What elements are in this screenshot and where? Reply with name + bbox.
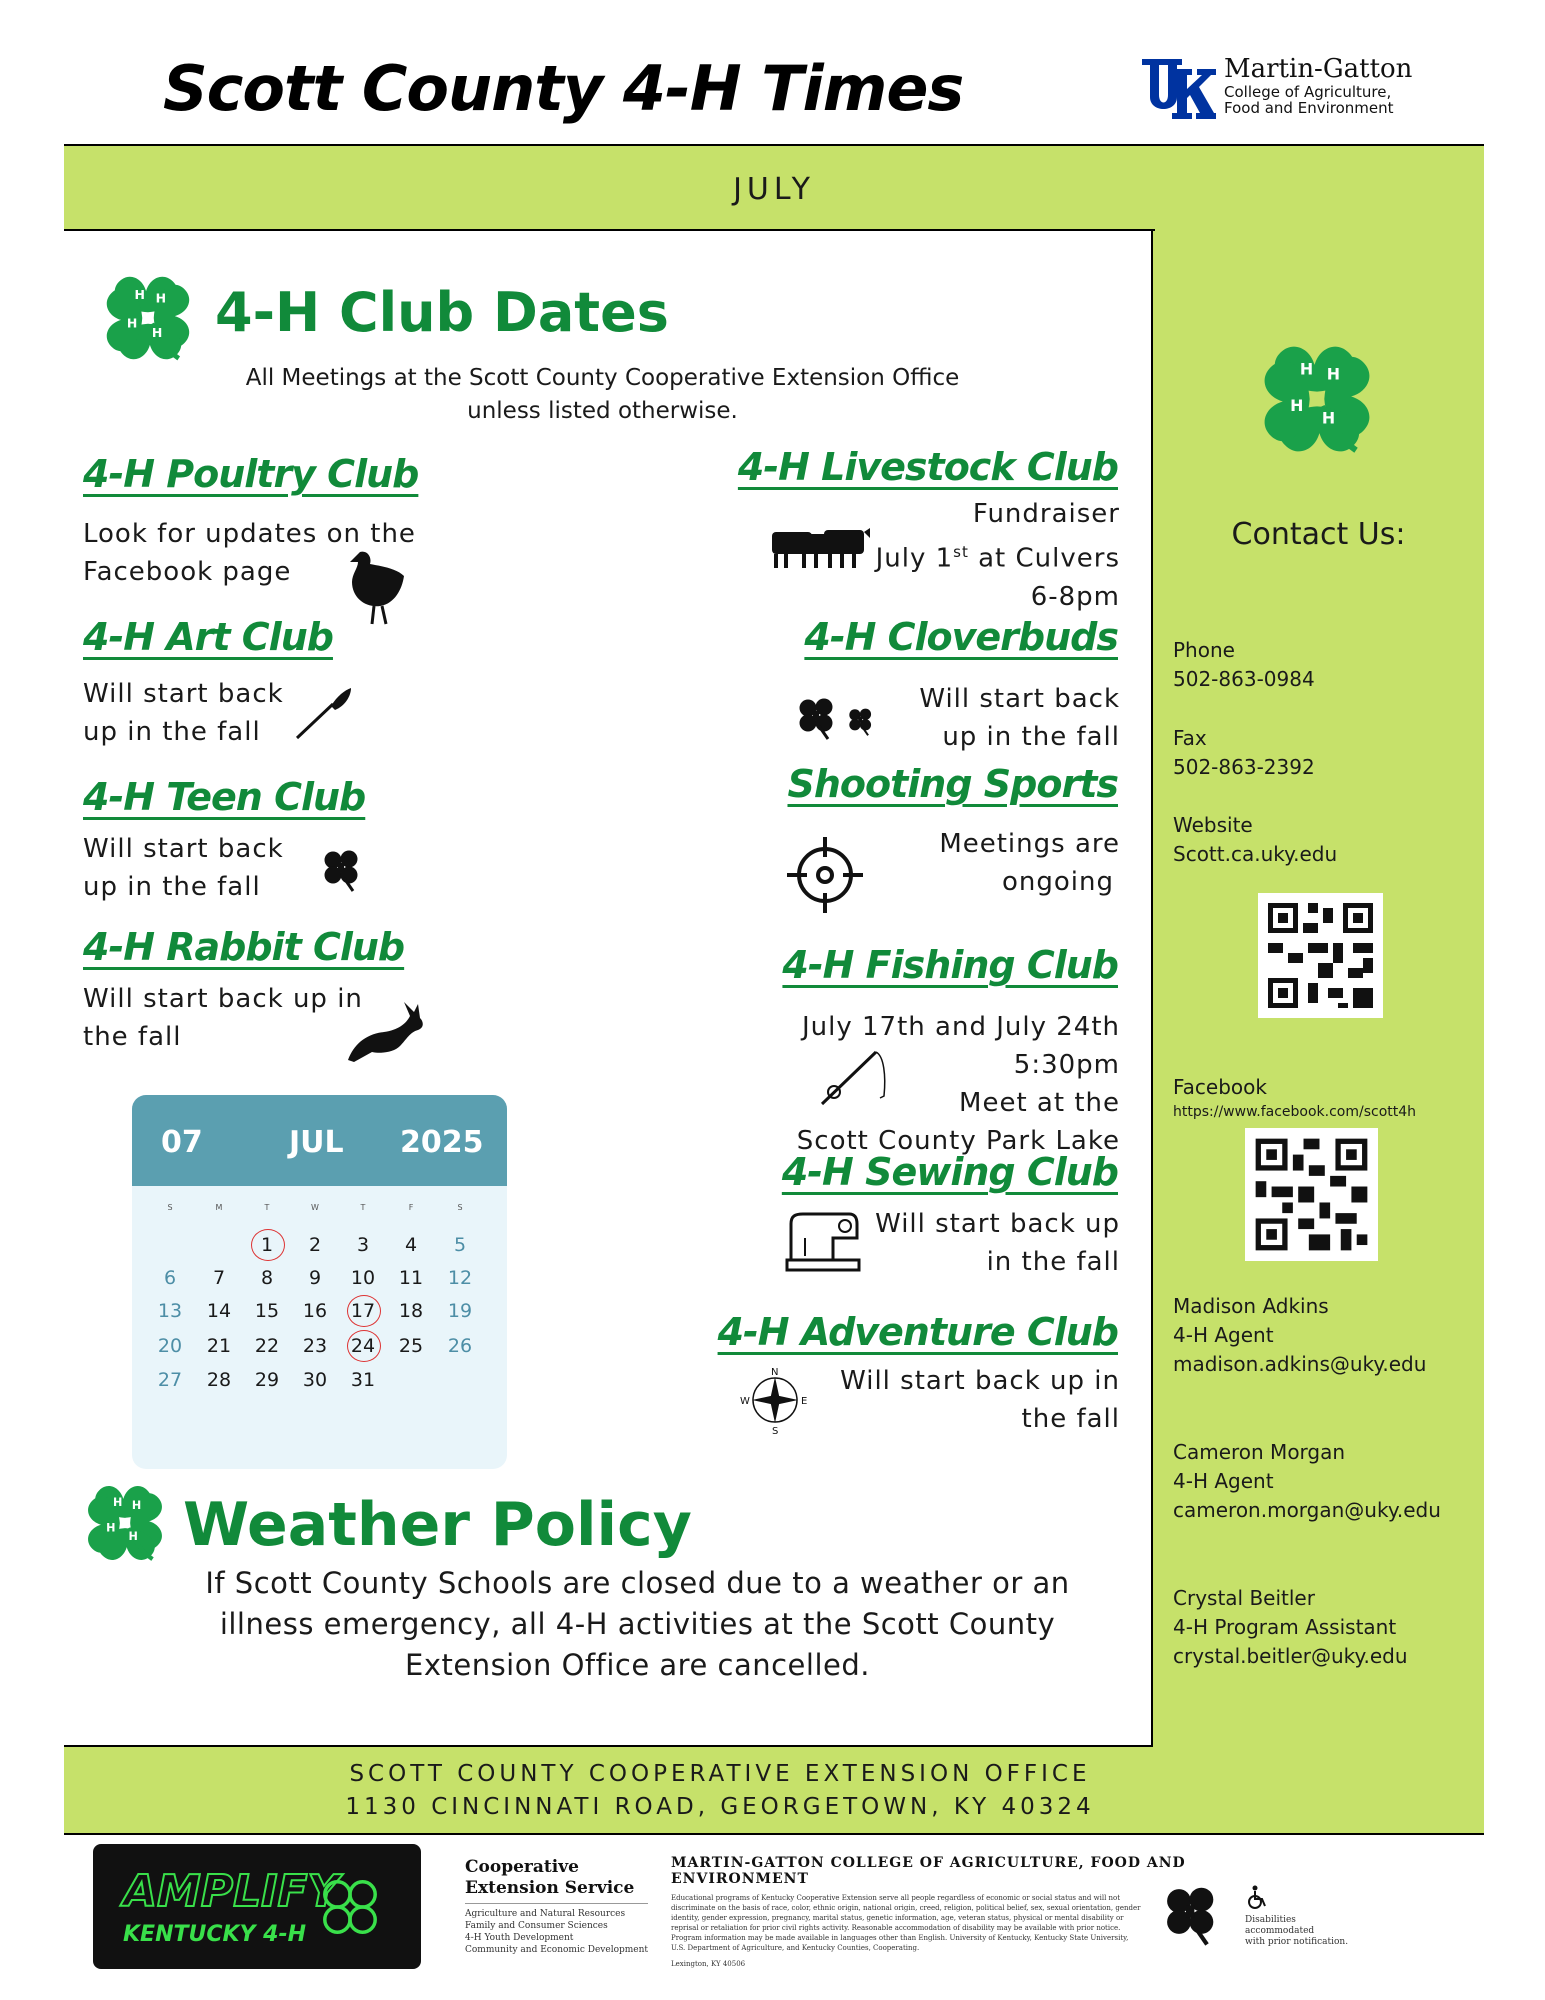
weather-policy-title: Weather Policy bbox=[183, 1490, 692, 1560]
poultry-line1: Look for updates on the bbox=[83, 519, 416, 549]
fishing-club-title: 4-H Fishing Club bbox=[782, 943, 1118, 987]
shooting-line2: ongoing bbox=[1001, 867, 1114, 897]
calendar-date: 13 bbox=[157, 1300, 183, 1322]
calendar-date: 3 bbox=[356, 1234, 370, 1256]
art-line2: up in the fall bbox=[83, 717, 261, 747]
calendar-date: 28 bbox=[206, 1369, 232, 1391]
calendar-day: 07 bbox=[161, 1125, 203, 1160]
adventure-line2: the fall bbox=[1021, 1404, 1120, 1434]
adventure-line1: Will start back up in bbox=[840, 1366, 1120, 1396]
calendar-header bbox=[132, 1095, 507, 1186]
ces-sub1: Agriculture and Natural Resources bbox=[465, 1909, 626, 1919]
shooting-sports-title: Shooting Sports bbox=[787, 762, 1118, 806]
cloverbuds-line1: Will start back bbox=[919, 684, 1120, 714]
livestock-club-title: 4-H Livestock Club bbox=[737, 445, 1118, 489]
calendar-date: 2 bbox=[308, 1234, 322, 1256]
ces-sub4: Community and Economic Development bbox=[465, 1945, 649, 1955]
footer-rule bbox=[64, 1833, 1484, 1835]
ces-sub3: 4-H Youth Development bbox=[465, 1933, 574, 1943]
calendar-date: 30 bbox=[302, 1369, 328, 1391]
calendar-date: 15 bbox=[254, 1300, 280, 1322]
disab-line3: with prior notification. bbox=[1245, 1937, 1349, 1947]
ces-sub2: Family and Consumer Sciences bbox=[465, 1921, 608, 1931]
4h-clover-bw-icon bbox=[1158, 1880, 1228, 1950]
cloverbuds-line2: up in the fall bbox=[942, 722, 1120, 752]
ces-title1: Cooperative bbox=[465, 1857, 579, 1877]
uk-martin-gatton-logo bbox=[1142, 55, 1442, 125]
calendar-date: 29 bbox=[254, 1369, 280, 1391]
calendar-date: 17 bbox=[344, 1300, 382, 1322]
calendar-weekday: W bbox=[311, 1203, 319, 1212]
amplify-kentucky-4h-logo bbox=[93, 1844, 421, 1969]
weather-line3: Extension Office are cancelled. bbox=[405, 1648, 870, 1682]
office-address bbox=[64, 1758, 1376, 1824]
phone-label: Phone bbox=[1173, 638, 1235, 662]
cooperative-extension-logo bbox=[465, 1857, 648, 1956]
fishing-line1: July 17th and July 24th bbox=[801, 1012, 1120, 1042]
fax-label: Fax bbox=[1173, 726, 1207, 750]
subtitle-line2: unless listed otherwise. bbox=[467, 398, 738, 424]
contact-person bbox=[1173, 1438, 1441, 1525]
glowing-clover-icon bbox=[315, 1872, 385, 1942]
livestock-line3: 6-8pm bbox=[1030, 581, 1120, 612]
teen-line1: Will start back bbox=[83, 834, 284, 864]
rabbit-club-title: 4-H Rabbit Club bbox=[83, 925, 405, 969]
contact-role: 4-H Program Assistant bbox=[1173, 1615, 1397, 1639]
svg-text:W: W bbox=[740, 1396, 750, 1407]
teen-line2: up in the fall bbox=[83, 872, 261, 902]
rabbit-icon bbox=[344, 1000, 426, 1062]
calendar-date: 23 bbox=[302, 1335, 328, 1357]
logo-line2: College of Agriculture, bbox=[1224, 82, 1392, 101]
sewing-line1: Will start back up bbox=[875, 1209, 1120, 1239]
calendar-date: 12 bbox=[447, 1267, 473, 1289]
calendar-date: 25 bbox=[398, 1335, 424, 1357]
contact-title: Contact Us: bbox=[1231, 517, 1406, 552]
shooting-sports-text bbox=[735, 825, 1120, 901]
uk-logo-icon bbox=[1142, 55, 1216, 123]
contact-email[interactable]: cameron.morgan@uky.edu bbox=[1173, 1498, 1441, 1522]
content-top-rule bbox=[64, 229, 1155, 231]
paintbrush-icon bbox=[293, 686, 355, 742]
sewing-line2: in the fall bbox=[986, 1247, 1120, 1277]
adventure-club-text bbox=[735, 1362, 1120, 1438]
calendar-weekday: M bbox=[215, 1203, 223, 1212]
art-club-title: 4-H Art Club bbox=[83, 615, 333, 659]
contact-name: Crystal Beitler bbox=[1173, 1586, 1315, 1610]
calendar-date: 11 bbox=[398, 1267, 424, 1289]
contact-name: Madison Adkins bbox=[1173, 1294, 1329, 1318]
svg-text:E: E bbox=[801, 1396, 808, 1407]
address-line1: SCOTT COUNTY COOPERATIVE EXTENSION OFFICE bbox=[349, 1761, 1091, 1787]
calendar-date: 1 bbox=[248, 1234, 286, 1256]
calendar-weekday: S bbox=[457, 1203, 463, 1212]
disab-line2: accommodated bbox=[1245, 1926, 1315, 1936]
calendar-date: 14 bbox=[206, 1300, 232, 1322]
cloverbuds-club-title: 4-H Cloverbuds bbox=[804, 615, 1118, 659]
calendar-date: 9 bbox=[308, 1267, 322, 1289]
address-line2: 1130 CINCINNATI ROAD, GEORGETOWN, KY 40324 bbox=[345, 1794, 1095, 1820]
adventure-club-title: 4-H Adventure Club bbox=[717, 1310, 1118, 1354]
mg-body: Educational programs of Kentucky Cooperative Extension serve all people regardless of economic or social status and will not discriminate on the basis of race, color, ethnic origin, national origin, creed, religion, political belief, sex, sexual orientation, gender identity, gender expression, pregnancy, marital status, genetic information, age, veteran status, physical or mental disability or reprisal or retaliation for prior civil rights activity. Reasonable accommodation of disability may be available with prior notice. Program information may be made available in languages other than English. University of Kentucky, Kentucky State University, U.S. Department of Agriculture, and Kentucky Counties, Cooperating. bbox=[671, 1894, 1141, 1952]
contact-role: 4-H Agent bbox=[1173, 1469, 1274, 1493]
art-club-text bbox=[83, 675, 284, 751]
weather-policy-text bbox=[200, 1563, 1075, 1686]
calendar-date: 21 bbox=[206, 1335, 232, 1357]
facebook-label: Facebook bbox=[1173, 1075, 1267, 1099]
poultry-line2: Facebook page bbox=[83, 557, 292, 587]
teen-club-text bbox=[83, 830, 284, 906]
phone-number[interactable]: 502-863-0984 bbox=[1173, 667, 1315, 691]
club-dates-title: 4-H Club Dates bbox=[215, 281, 669, 344]
club-dates-subtitle bbox=[170, 362, 1035, 428]
weather-line1: If Scott County Schools are closed due to a weather or an bbox=[205, 1566, 1070, 1600]
mg-title: MARTIN-GATTON COLLEGE OF AGRICULTURE, FOOD AND ENVIRONMENT bbox=[671, 1855, 1186, 1887]
shooting-line1: Meetings are bbox=[939, 829, 1120, 859]
weather-line2: illness emergency, all 4-H activities at the Scott County bbox=[219, 1607, 1056, 1641]
calendar-date: 8 bbox=[260, 1267, 274, 1289]
chicken-icon bbox=[346, 548, 406, 626]
calendar-weekday: T bbox=[264, 1203, 270, 1212]
calendar-date: 22 bbox=[254, 1335, 280, 1357]
contact-role: 4-H Agent bbox=[1173, 1323, 1274, 1347]
fishing-line2: 5:30pm bbox=[1013, 1050, 1120, 1080]
calendar-date: 19 bbox=[447, 1300, 473, 1322]
calendar-date: 7 bbox=[212, 1267, 226, 1289]
logo-line3: Food and Environment bbox=[1224, 99, 1394, 118]
sidebar-rule bbox=[1151, 229, 1153, 1747]
facebook-qr-code[interactable] bbox=[1245, 1128, 1378, 1261]
calendar-date: 20 bbox=[157, 1335, 183, 1357]
calendar-weekday: S bbox=[167, 1203, 173, 1212]
calendar-year: 2025 bbox=[400, 1125, 484, 1160]
4h-clover-icon bbox=[1256, 338, 1378, 460]
livestock-club-text bbox=[735, 495, 1120, 616]
4h-clover-icon bbox=[100, 270, 196, 366]
subtitle-line1: All Meetings at the Scott County Cooperative Extension Office bbox=[245, 365, 960, 391]
contact-person bbox=[1173, 1292, 1426, 1379]
calendar-date: 26 bbox=[447, 1335, 473, 1357]
calendar-date: 24 bbox=[344, 1335, 382, 1357]
fishing-club-text bbox=[735, 1008, 1120, 1160]
art-line1: Will start back bbox=[83, 679, 284, 709]
ces-title2: Extension Service bbox=[465, 1878, 648, 1904]
calendar-date: 6 bbox=[163, 1267, 177, 1289]
sewing-club-text bbox=[735, 1205, 1120, 1281]
contact-person bbox=[1173, 1584, 1408, 1671]
amplify-line2: KENTUCKY 4-H bbox=[123, 1922, 306, 1947]
contact-email[interactable]: crystal.beitler@uky.edu bbox=[1173, 1644, 1408, 1668]
calendar-date: 10 bbox=[350, 1267, 376, 1289]
rabbit-line1: Will start back up in bbox=[83, 984, 363, 1014]
wheelchair-icon bbox=[1245, 1885, 1271, 1911]
facebook-link[interactable]: https://www.facebook.com/scott4h bbox=[1173, 1104, 1417, 1120]
teen-club-title: 4-H Teen Club bbox=[83, 775, 366, 819]
livestock-line2: July 1st at Culvers bbox=[875, 543, 1120, 574]
fishing-line4: Scott County Park Lake bbox=[796, 1126, 1120, 1156]
calendar-month: JUL bbox=[289, 1125, 344, 1160]
calendar-date: 27 bbox=[157, 1369, 183, 1391]
poultry-club-title: 4-H Poultry Club bbox=[83, 452, 419, 496]
calendar-date: 18 bbox=[398, 1300, 424, 1322]
mg-city: Lexington, KY 40506 bbox=[671, 1960, 746, 1968]
disabilities-note bbox=[1245, 1885, 1348, 1948]
logo-line1: Martin-Gatton bbox=[1224, 54, 1413, 84]
website-link[interactable]: Scott.ca.uky.edu bbox=[1173, 842, 1338, 866]
rabbit-club-text bbox=[83, 980, 363, 1056]
clover-icon bbox=[318, 845, 368, 895]
calendar-weekday: T bbox=[360, 1203, 366, 1212]
contact-name: Cameron Morgan bbox=[1173, 1440, 1346, 1464]
website-qr-code[interactable] bbox=[1258, 893, 1383, 1018]
july-calendar bbox=[132, 1095, 507, 1469]
livestock-line1: Fundraiser bbox=[972, 499, 1120, 529]
calendar-date: 31 bbox=[350, 1369, 376, 1391]
rabbit-line2: the fall bbox=[83, 1022, 182, 1052]
month-label: JULY bbox=[733, 172, 815, 207]
amplify-line1: AMPLIFY bbox=[123, 1866, 340, 1917]
website-label: Website bbox=[1173, 813, 1253, 837]
newsletter-title: Scott County 4-H Times bbox=[163, 52, 964, 125]
fishing-line3: Meet at the bbox=[959, 1088, 1120, 1118]
calendar-weekday: F bbox=[408, 1203, 414, 1212]
svg-text:N: N bbox=[771, 1367, 779, 1378]
fax-number: 502-863-2392 bbox=[1173, 755, 1315, 779]
disab-line1: Disabilities bbox=[1245, 1915, 1296, 1925]
calendar-date: 16 bbox=[302, 1300, 328, 1322]
contact-email[interactable]: madison.adkins@uky.edu bbox=[1173, 1352, 1427, 1376]
cloverbuds-club-text bbox=[735, 680, 1120, 756]
calendar-date: 5 bbox=[453, 1234, 467, 1256]
sewing-club-title: 4-H Sewing Club bbox=[781, 1150, 1118, 1194]
svg-text:S: S bbox=[772, 1426, 779, 1435]
4h-clover-icon bbox=[82, 1480, 168, 1566]
calendar-date: 4 bbox=[404, 1234, 418, 1256]
